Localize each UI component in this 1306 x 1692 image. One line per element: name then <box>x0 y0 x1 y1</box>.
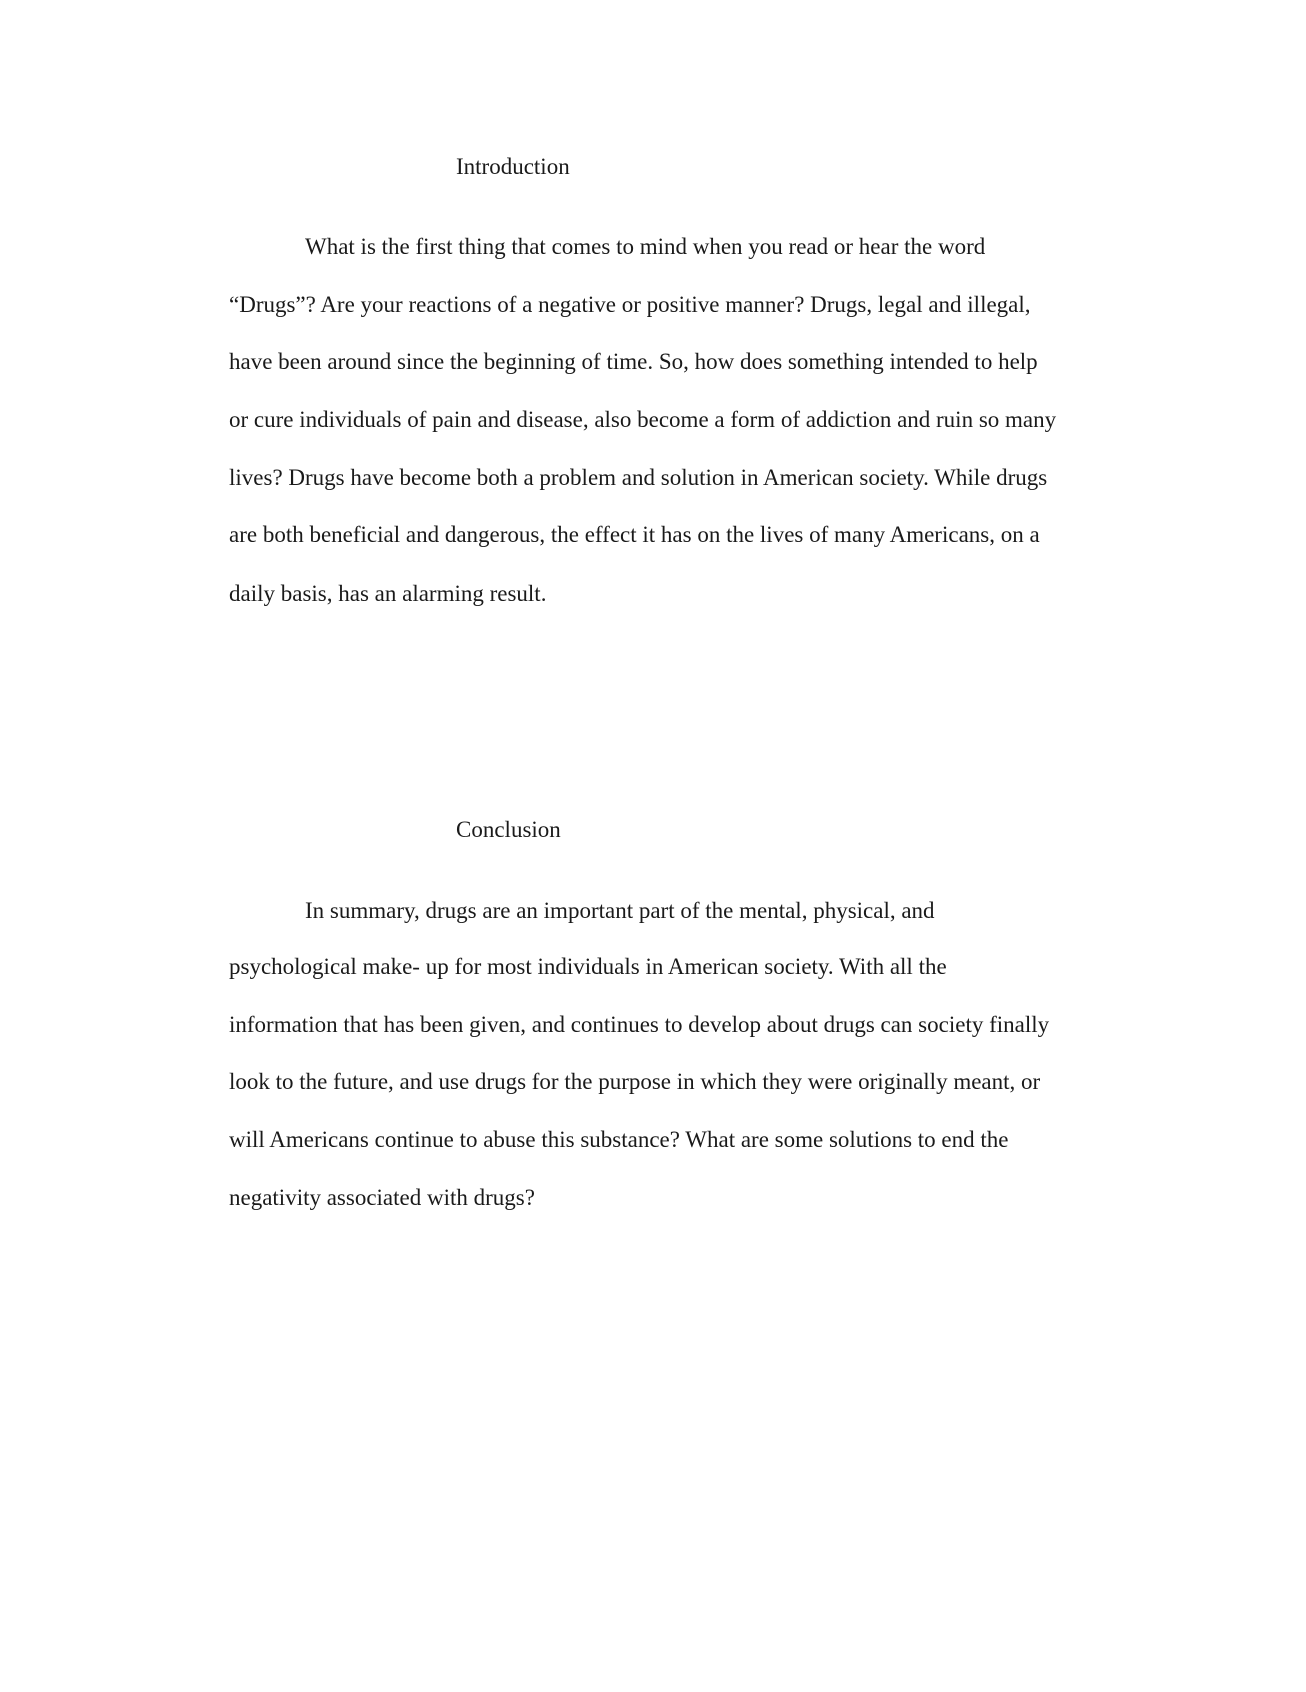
introduction-line: What is the first thing that comes to mind when you read or hear the word <box>305 234 986 259</box>
conclusion-line: information that has been given, and continues to develop about drugs can society finally <box>229 1012 1050 1037</box>
introduction-heading: Introduction <box>456 154 570 179</box>
introduction-line: or cure individuals of pain and disease, also become a form of addiction and ruin so many <box>229 407 1057 432</box>
conclusion-line: will Americans continue to abuse this substance? What are some solutions to end the <box>229 1127 1009 1152</box>
conclusion-heading: Conclusion <box>456 817 561 842</box>
conclusion-line: negativity associated with drugs? <box>229 1185 535 1210</box>
introduction-line: daily basis, has an alarming result. <box>229 581 547 606</box>
conclusion-line: psychological make- up for most individuals in American society. With all the <box>229 954 947 979</box>
conclusion-line: In summary, drugs are an important part of the mental, physical, and <box>305 898 935 923</box>
introduction-line: lives? Drugs have become both a problem and solution in American society. While drugs <box>229 465 1048 490</box>
introduction-line: have been around since the beginning of time. So, how does something intended to help <box>229 349 1038 374</box>
introduction-line: are both beneficial and dangerous, the effect it has on the lives of many Americans, on a <box>229 522 1040 547</box>
introduction-line: “Drugs”? Are your reactions of a negative or positive manner? Drugs, legal and illegal, <box>229 292 1031 317</box>
conclusion-line: look to the future, and use drugs for the purpose in which they were originally meant, or <box>229 1069 1041 1094</box>
